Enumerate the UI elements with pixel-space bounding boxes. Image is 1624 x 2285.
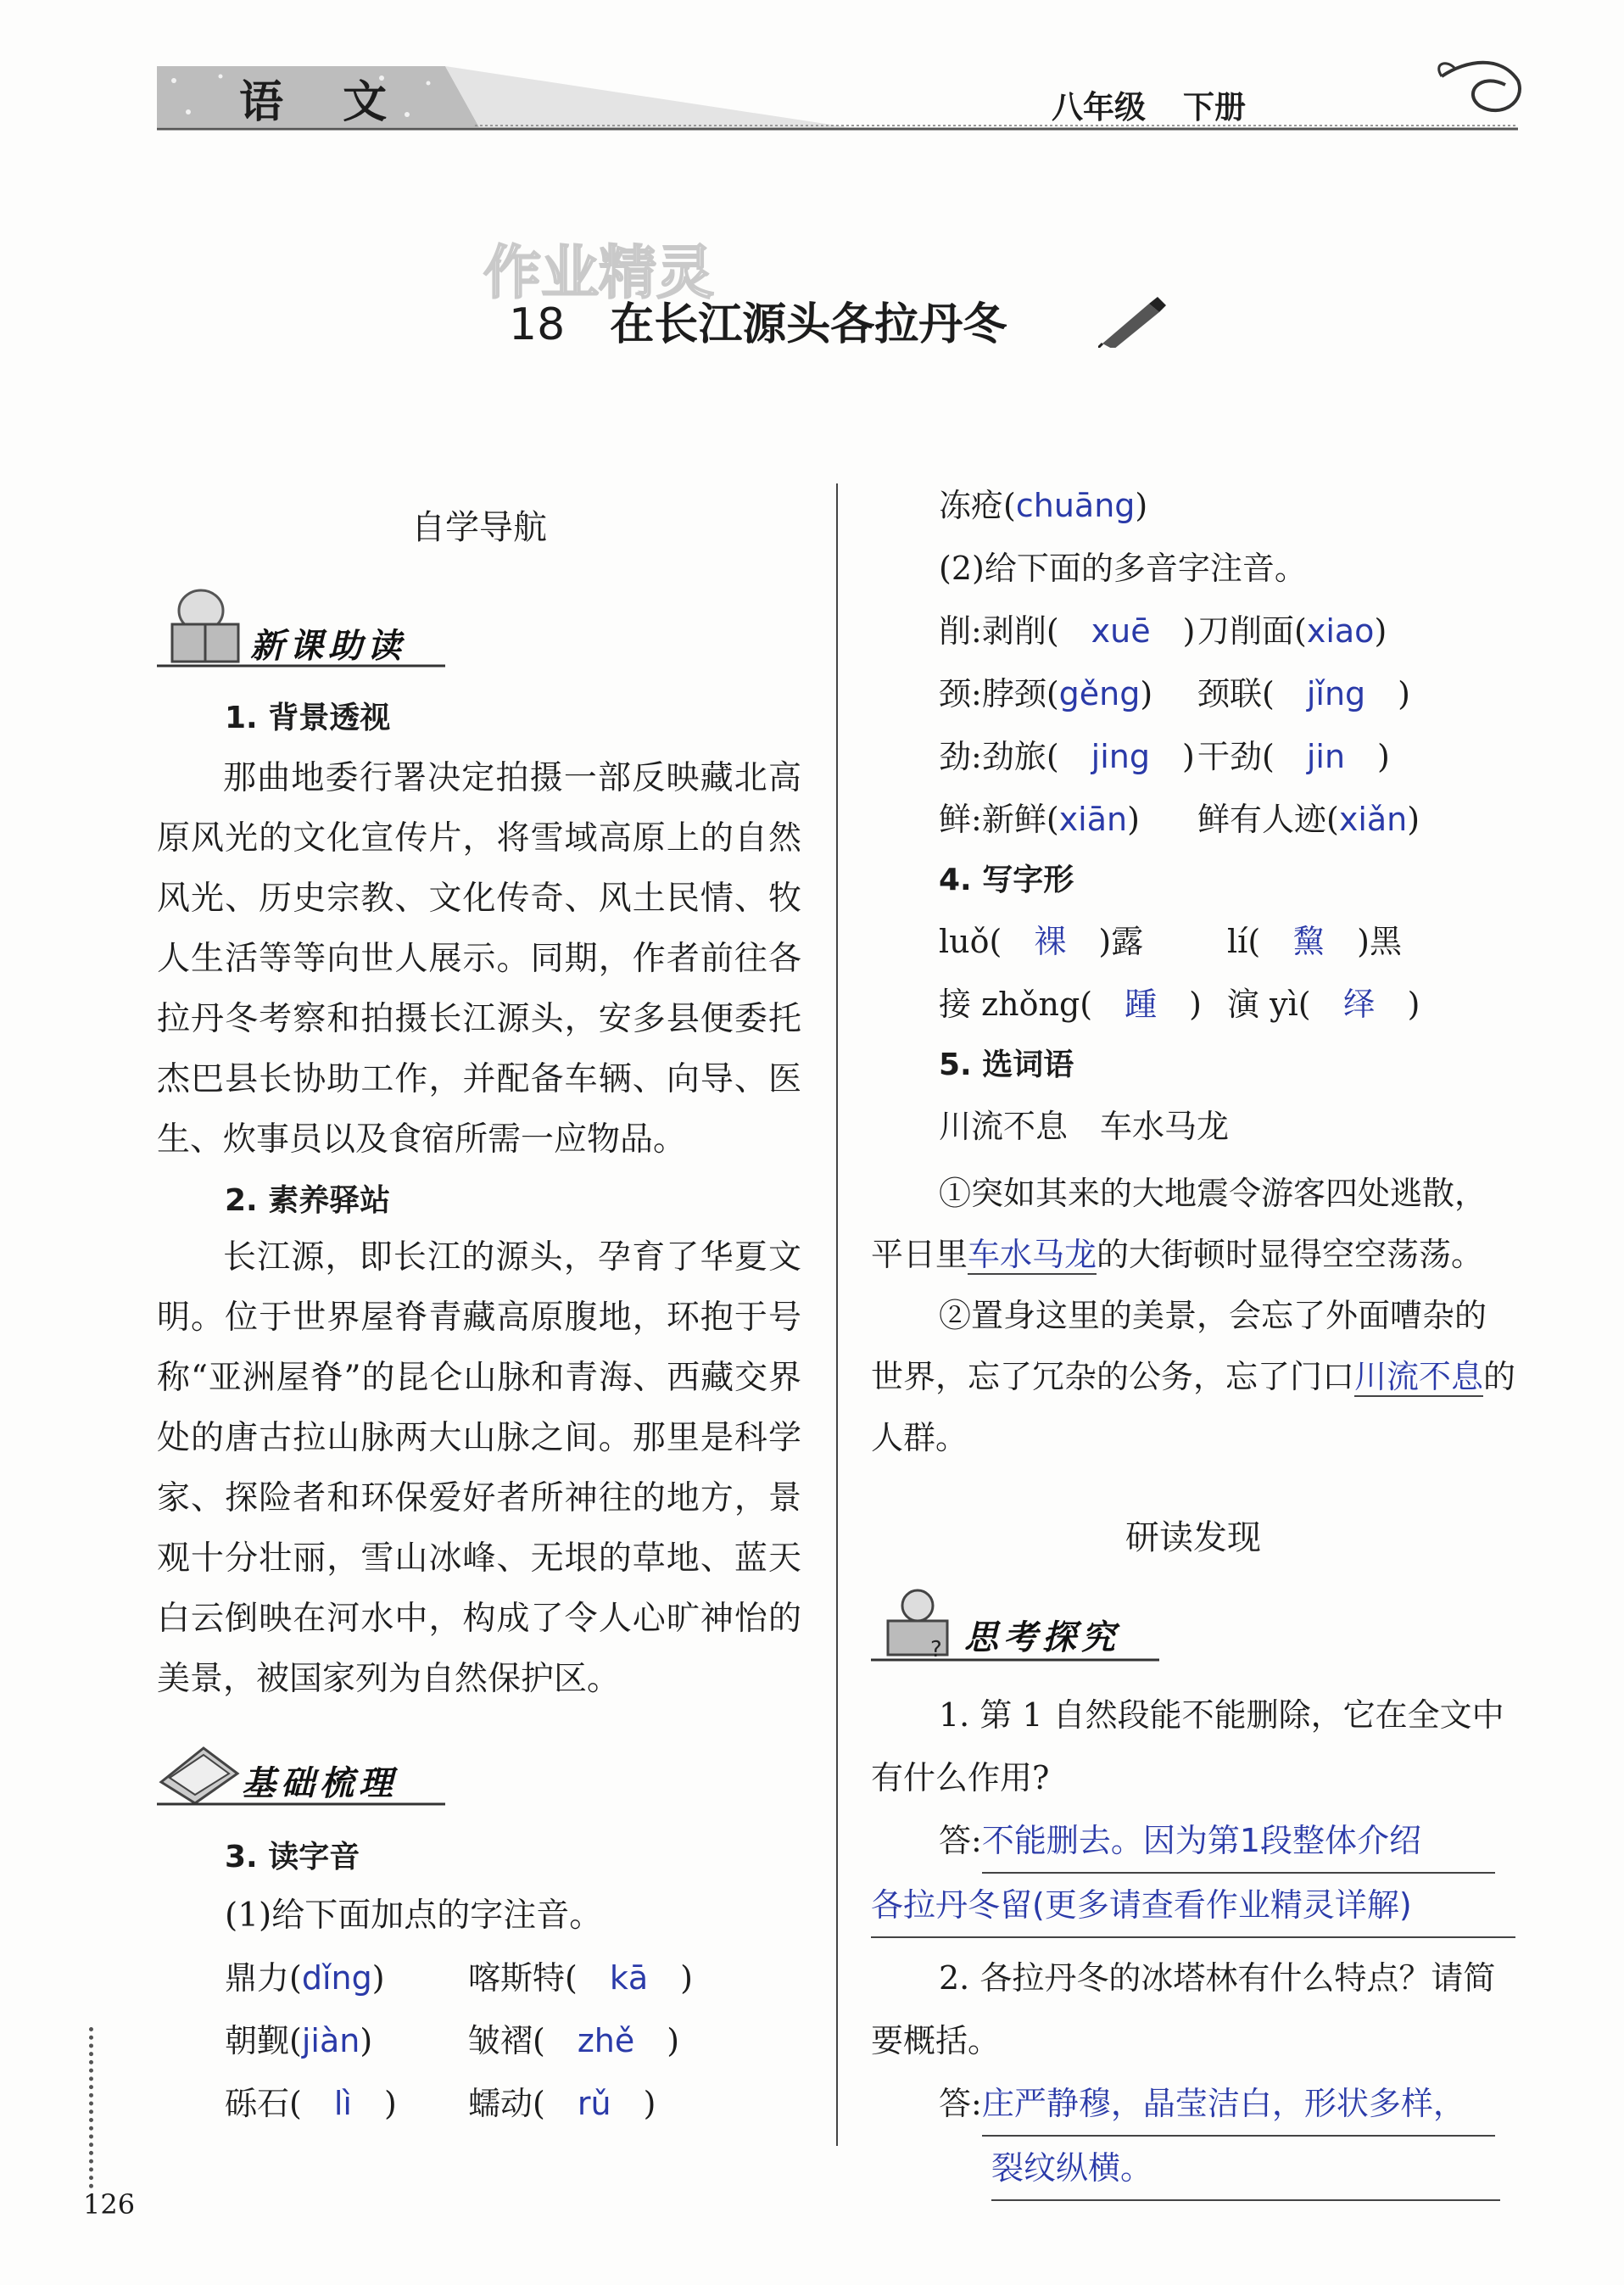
polyphonic-list	[939, 605, 1515, 856]
volume-label: 下册	[1183, 89, 1246, 126]
answer-blank: 车水马龙	[968, 1236, 1097, 1273]
question-2: 2. 各拉丹冬的冰塔林有什么特点？请简 要概括。 答:庄严静穆，晶莹洁白，形状多样， 裂纹纵横。	[871, 1947, 1515, 2201]
page-number: 126	[83, 2188, 136, 2221]
answer-text: 各拉丹冬留(更多请查看作业精灵详解)	[871, 1874, 1515, 1938]
pinyin-item-frostbite: 冻疮(chuāng)	[939, 487, 1148, 524]
question-1: 1. 第 1 自然段能不能删除，它在全文中 有什么作用? 答:不能删去。因为第1段整体介绍 各拉丹冬留(更多请查看作业精灵详解)	[871, 1684, 1515, 1938]
subject-label: 语 文	[239, 76, 410, 128]
pen-icon	[1098, 297, 1166, 348]
grade-label: 八年级	[1052, 89, 1146, 126]
right-column	[871, 479, 1515, 2201]
pinyin-item: 皱褶( zhě )	[468, 2022, 680, 2059]
pinyin-item: 蠕动( rǔ )	[468, 2085, 656, 2122]
column-divider	[836, 483, 838, 2146]
svg-text:?: ?	[930, 1637, 942, 1662]
polyphonic-row: 鲜:新鲜(xiān) 鲜有人迹(xiǎn)	[939, 801, 1420, 838]
answer-text: 不能删去。因为第1段整体介绍	[982, 1809, 1495, 1874]
pinyin-answer: kā	[609, 1959, 649, 1997]
left-column	[157, 500, 801, 2140]
pronunciation-subheading: (1)给下面加点的字注音。	[225, 1897, 603, 1935]
word-choice-heading: 5. 选词语	[939, 1048, 1074, 1082]
polyphonic-row: 劲:劲旅( jing ) 干劲( jin )	[939, 738, 1390, 775]
answer-text: 庄严静穆，晶莹洁白，形状多样，	[982, 2072, 1495, 2137]
pinyin-list	[225, 1952, 801, 2140]
pinyin-answer: dǐng	[301, 1959, 372, 1997]
pinyin-item: 喀斯特( kā )	[468, 1959, 693, 1997]
word-choice-q2: ②置身这里的美景，会忘了外面嘈杂的 世界，忘了冗杂的公务，忘了门口川流不息的 人群。	[871, 1297, 1516, 1456]
polyphonic-subheading: (2)给下面的多音字注音。	[939, 550, 1307, 587]
banner-basics	[157, 1731, 801, 1816]
pinyin-answer: rǔ	[577, 2085, 611, 2122]
writing-row: luǒ( 裸 )露 lí( 黧 )黑	[939, 923, 1402, 960]
pinyin-row: 鼎力(dǐng) 喀斯特( kā )	[225, 1952, 801, 2014]
writing-heading: 4. 写字形	[939, 863, 1074, 897]
word-choice-q1: ①突如其来的大地震令游客四处逃散， 平日里车水马龙的大街顿时显得空空荡荡。	[871, 1175, 1487, 1273]
banner-think	[871, 1587, 1515, 1672]
pinyin-answer: jiàn	[301, 2022, 360, 2059]
page-header	[0, 0, 1624, 144]
pinyin-answer: zhě	[577, 2022, 635, 2059]
pronunciation-heading: 3. 读字音	[225, 1840, 360, 1874]
background-heading: 1. 背景透视	[225, 701, 391, 735]
literacy-text: 长江源，即长江的源头，孕育了华夏文明。位于世界屋脊青藏高原腹地，环抱于号称“亚洲屋脊”的昆仑山脉和青海、西藏交界处的唐古拉山脉两大山脉之间。那里是科学家、探险者和环保爱好者所神往的地方，景观十分壮丽，雪山冰峰、无垠的草地、蓝天白云倒映在河水中，构成了令人心旷神怡的美景，被国家列为自然保护区。	[157, 1238, 801, 1698]
pinyin-row: 砾石( lì ) 蠕动( rǔ )	[225, 2077, 801, 2140]
literacy-heading: 2. 素养驿站	[225, 1183, 391, 1218]
background-text: 那曲地委行署决定拍摄一部反映藏北高原风光的文化宣传片，将雪域高原上的自然风光、历史宗教、文化传奇、风土民情、牧人生活等等向世人展示。同期，作者前往各拉丹冬考察和拍摄长江源头，安多县便委托杰巴县长协助工作，并配备车辆、向导、医生、炊事员以及食宿所需一应物品。	[157, 759, 801, 1159]
lesson-number: 18	[509, 299, 566, 350]
pinyin-row: 朝觐(jiàn) 皱褶( zhě )	[225, 2014, 801, 2077]
banner-new-lesson	[157, 585, 801, 679]
polyphonic-row: 颈:脖颈(gěng) 颈联( jǐng )	[939, 675, 1410, 712]
pinyin-answer: chuāng	[1015, 487, 1136, 524]
writing-row: 接 zhǒng( 踵 ) 演 yì( 绎 )	[939, 986, 1420, 1023]
banner-basics-text: 基础梳理	[242, 1763, 398, 1803]
lesson-name: 在长江源头各拉丹冬	[610, 299, 1007, 350]
watermark: 作业精灵	[483, 240, 715, 307]
banner-think-text: 思考探究	[964, 1617, 1120, 1657]
answer-blank: 川流不息	[1354, 1358, 1484, 1395]
answer-text: 裂纹纵横。	[991, 2137, 1500, 2201]
word-choice-options: 川流不息 车水马龙	[939, 1108, 1230, 1145]
pinyin-answer: lì	[333, 2085, 352, 2122]
writing-list	[939, 915, 1515, 1041]
polyphonic-row: 削:剥削( xuē ) 刀削面(xiao)	[939, 612, 1387, 650]
section-title-self-study: 自学导航	[411, 508, 547, 547]
dotted-margin-rule	[89, 2027, 93, 2188]
lesson-title	[509, 288, 1007, 352]
banner-new-lesson-text: 新课助读	[250, 626, 406, 666]
section-title-research: 研读发现	[1125, 1518, 1261, 1557]
